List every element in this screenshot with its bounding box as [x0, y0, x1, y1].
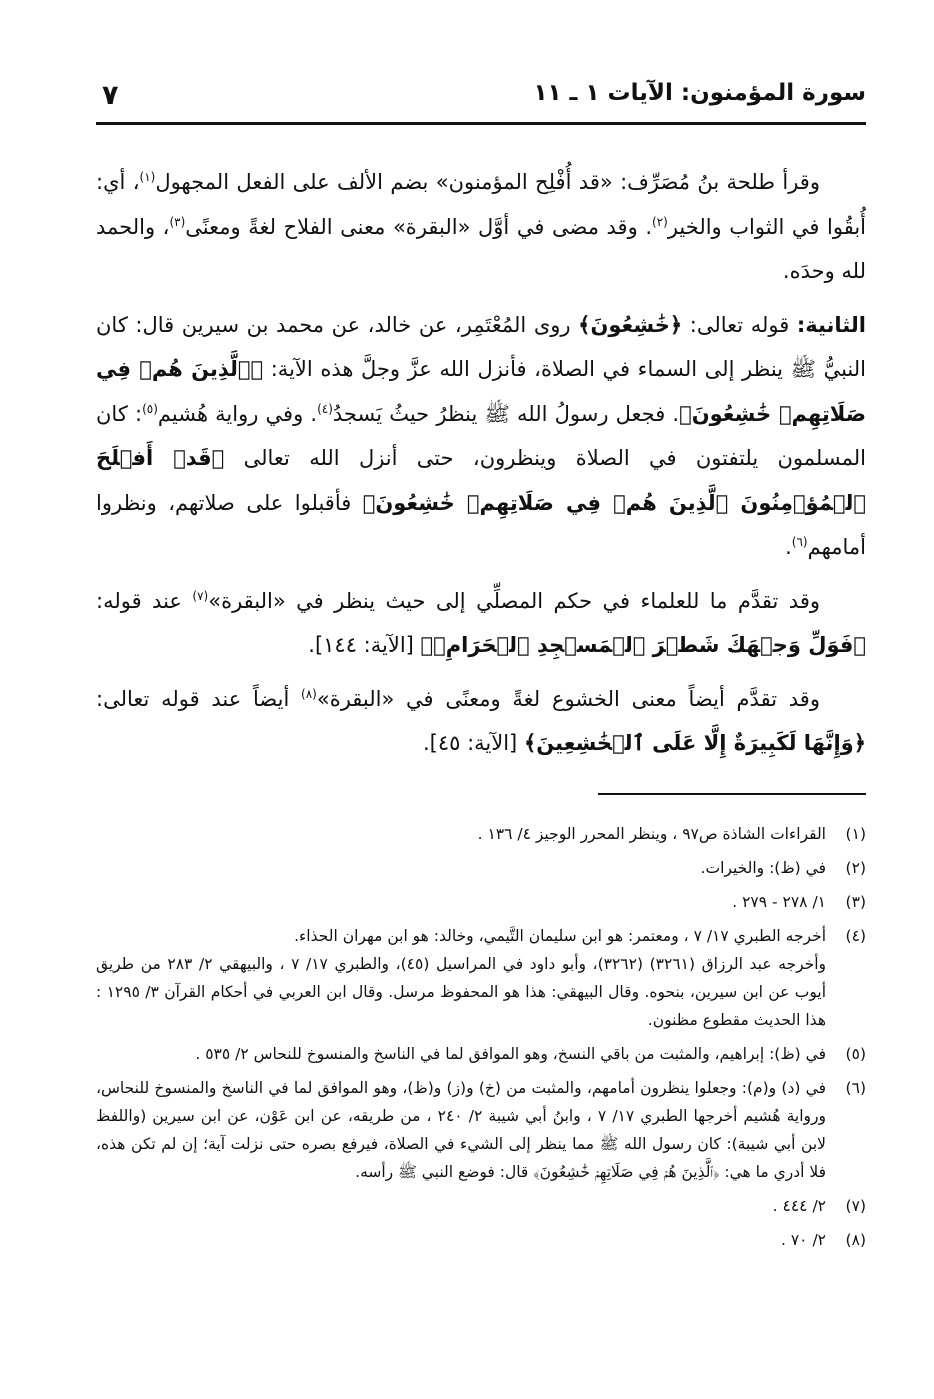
footnote [96, 888, 866, 916]
paragraph-4 [96, 677, 866, 766]
running-title: سورة المؤمنون: الآيات ١ ـ ١١ [533, 80, 866, 106]
footnotes [96, 820, 866, 1260]
quran-verse: ﴿وَإِنَّهَا لَكَبِيرَةٌ إِلَّا عَلَى ٱلۡخَٰشِعِينَ﴾ [523, 731, 866, 755]
footnote [96, 854, 866, 882]
footnote [96, 1074, 866, 1186]
page-header [96, 76, 866, 125]
footnote-number: (٧) [845, 1197, 866, 1215]
footnote-separator [598, 793, 866, 795]
footnote-ref: (٢) [652, 214, 668, 229]
text: . [785, 535, 792, 559]
paragraph-3 [96, 579, 866, 668]
footnote-ref: (١) [139, 170, 156, 184]
main-text [96, 160, 866, 775]
quran-verse: ﴿فَوَلِّ وَجۡهَكَ شَطۡرَ ٱلۡمَسۡجِدِ ٱلۡحَرَامِۚ﴾ [420, 633, 866, 657]
text: ، والحمد لله وحدَه. [96, 214, 866, 283]
footnote-text: أخرجه الطبري ١٧/ ٧ ، ومعتمر: هو ابن سليمان التَّيمي، وخالد: هو ابن مهران الحذاء. [294, 927, 826, 945]
section-lead: الثانية: [796, 312, 866, 337]
text: وقد تقدَّم ما للعلماء في حكم المصلِّي إلى حيث ينظر في «البقرة» [208, 588, 820, 613]
footnote-number: (١) [845, 825, 866, 843]
footnote-ref: (٣) [169, 214, 186, 229]
text: [الآية: ١٤٤]. [308, 633, 414, 657]
footnote-text: ٢/ ٤٤٤ . [772, 1197, 826, 1215]
text: قوله تعالى: [689, 312, 790, 337]
footnote-text: وأخرجه عبد الرزاق (٣٢٦١) (٣٢٦٢)، وأبو داود في المراسيل (٤٥)، والطبري ١٧/ ٧ ، والبيهقي ٢/ ٢٨٣ من طريق أيوب عن ابن سيرين، بنحوه. وقال البيهقي: هذا هو المحفوظ مرسل. وقال ابن العربي في أحكام القرآن ٣/ ١٢٩٥ : هذا الحديث مقطوع مظنون. [96, 955, 827, 1029]
footnote-text: ٢/ ٧٠ . [781, 1231, 826, 1249]
footnote-text: في (د) و(م): وجعلوا ينظرون أمامهم، والمثبت من (خ) و(ز) و(ظ)، وهو الموافق لما في الناسخ والمنسوخ للنحاس، ورواية هُشيم أخرجها الطبري ١٧/ ٧ ، وابنُ أبي شيبة ٢/ ٢٤٠ ، من طريقه، عن ابن عَوْن، عن ابن سيرين (واللفظ لابن أبي شيبة): كان رسول الله ﷺ مما ينظر إلى الشيء في الصلاة، فيرفع بصره حتى نزلت آية؛ إن لم تكن هذه، فلا أدري ما هي: ﴿ٱلَّذِينَ هُمۡ فِي صَلَاتِهِمۡ خَٰشِعُونَ﴾ قال: فوضع النبي ﷺ رأسه. [96, 1079, 826, 1181]
text: روى المُعْتَمِر، عن خالد، عن محمد بن سيرين قال: كان النبيُّ ﷺ ينظر إلى السماء في الصلاة، فأنزل الله عزَّ وجلَّ هذه الآية: [96, 312, 866, 381]
footnote [96, 1040, 866, 1068]
footnote [96, 1226, 866, 1254]
footnote-number: (٥) [845, 1045, 866, 1063]
footnote-number: (٣) [845, 893, 866, 911]
footnote-number: (٦) [845, 1079, 866, 1097]
text: وقرأ طلحة بنُ مُصَرِّف: «قد أُفْلِح المؤمنون» بضم الألف على الفعل المجهول [155, 170, 820, 194]
footnote-number: (٤) [845, 927, 866, 945]
footnote-ref: (٥) [142, 401, 158, 416]
quran-verse: ﴿خَٰشِعُونَ﴾ [578, 312, 683, 337]
footnote-number: (٢) [845, 859, 866, 877]
text: . فجعل رسولُ الله ﷺ ينظرُ حيثُ يَسجدُ [332, 401, 680, 426]
footnote [96, 1192, 866, 1220]
paragraph-1 [96, 160, 866, 294]
text: أيضاً عند قوله تعالى: [96, 686, 290, 711]
footnote-number: (٨) [845, 1231, 866, 1249]
text: . وقد مضى في أوَّل «البقرة» معنى الفلاح لغةً ومعنًى [185, 214, 653, 239]
text: فأقبلوا على صلاتهم، ونظروا أمامهم [96, 490, 866, 559]
footnote-text: في (ظ): إبراهيم، والمثبت من باقي النسخ، وهو الموافق لما في الناسخ والمنسوخ للنحاس ٢/ ٥٣٥ . [195, 1045, 826, 1063]
text: عند قوله: [96, 588, 182, 613]
footnote-text: ١/ ٢٧٨ - ٢٧٩ . [732, 893, 826, 911]
text: [الآية: ٤٥]. [422, 731, 518, 755]
text: ، أي: أُبقُوا في الثواب والخير [96, 170, 867, 239]
text: وقد تقدَّم أيضاً معنى الخشوع لغةً ومعنًى في «البقرة» [316, 686, 820, 711]
footnote [96, 922, 866, 1034]
page-number: ٧ [102, 80, 119, 111]
footnote-ref: (٨) [301, 686, 317, 701]
paragraph-2 [96, 303, 866, 570]
footnote [96, 820, 866, 848]
quran-verse: ﴿ٱلَّذِينَ هُمۡ فِي صَلَاتِهِمۡ خَٰشِعُونَ﴾ [96, 357, 866, 426]
footnote-text: في (ظ): والخيرات. [700, 859, 826, 877]
footnote-text: القراءات الشاذة ص٩٧ ، وينظر المحرر الوجيز ٤/ ١٣٦ . [477, 825, 826, 843]
quran-verse: ﴿قَدۡ أَفۡلَحَ ٱلۡمُؤۡمِنُونَ ٱلَّذِينَ هُمۡ فِي صَلَاتِهِمۡ خَٰشِعُونَ﴾ [96, 446, 866, 515]
text: . وفي رواية هُشيم [157, 401, 318, 426]
text: : كان المسلمون يلتفتون في الصلاة وينظرون، حتى أنزل الله تعالى [96, 401, 866, 470]
footnote-ref: (٦) [791, 535, 808, 549]
footnote-ref: (٤) [317, 401, 333, 416]
footnote-ref: (٧) [192, 588, 209, 603]
